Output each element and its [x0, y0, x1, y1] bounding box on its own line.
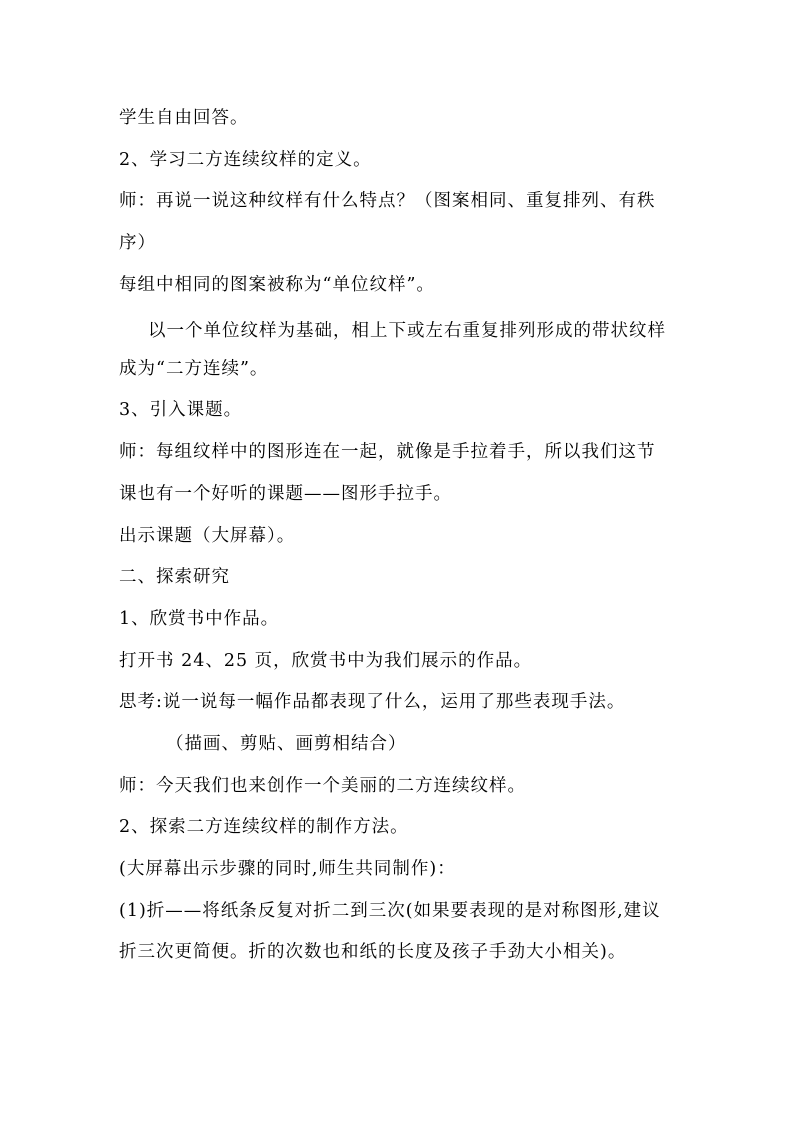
paragraph-line: 师：每组纹样中的图形连在一起，就像是手拉着手，所以我们这节	[119, 442, 656, 462]
paragraph-line: 每组中相同的图案被称为“单位纹样”。	[119, 275, 435, 295]
paragraph-line: （描画、剪贴、画剪相结合）	[166, 734, 407, 754]
section-heading: 2、学习二方连续纹样的定义。	[119, 150, 372, 170]
paragraph-line: (1)折——将纸条反复对折二到三次(如果要表现的是对称图形,建议	[119, 901, 661, 921]
paragraph-line: 序）	[119, 233, 156, 253]
paragraph-line: 以一个单位纹样为基础，相上下或左右重复排列形成的带状纹样	[148, 321, 666, 341]
paragraph-line: 成为“二方连续”。	[119, 359, 269, 379]
paragraph-line: 打开书 24、25 页，欣赏书中为我们展示的作品。	[119, 651, 533, 671]
paragraph-line: 思考:说一说每一幅作品都表现了什么，运用了那些表现手法。	[119, 692, 626, 712]
paragraph-line: (大屏幕出示步骤的同时,师生共同制作)：	[119, 859, 456, 879]
paragraph-line: 师：再说一说这种纹样有什么特点？（图案相同、重复排列、有秩	[119, 191, 656, 211]
section-heading: 二、探索研究	[119, 567, 230, 587]
section-heading: 3、引入课题。	[119, 400, 243, 420]
section-heading: 2、探索二方连续纹样的制作方法。	[119, 817, 409, 837]
paragraph-line: 师：今天我们也来创作一个美丽的二方连续纹样。	[119, 776, 526, 796]
paragraph-line: 折三次更简便。折的次数也和纸的长度及孩子手劲大小相关)。	[119, 942, 627, 962]
paragraph-line: 出示课题（大屏幕）。	[119, 526, 296, 546]
section-heading: 1、欣赏书中作品。	[119, 609, 280, 629]
paragraph-line: 学生自由回答。	[119, 108, 249, 128]
paragraph-line: 课也有一个好听的课题——图形手拉手。	[119, 484, 452, 504]
